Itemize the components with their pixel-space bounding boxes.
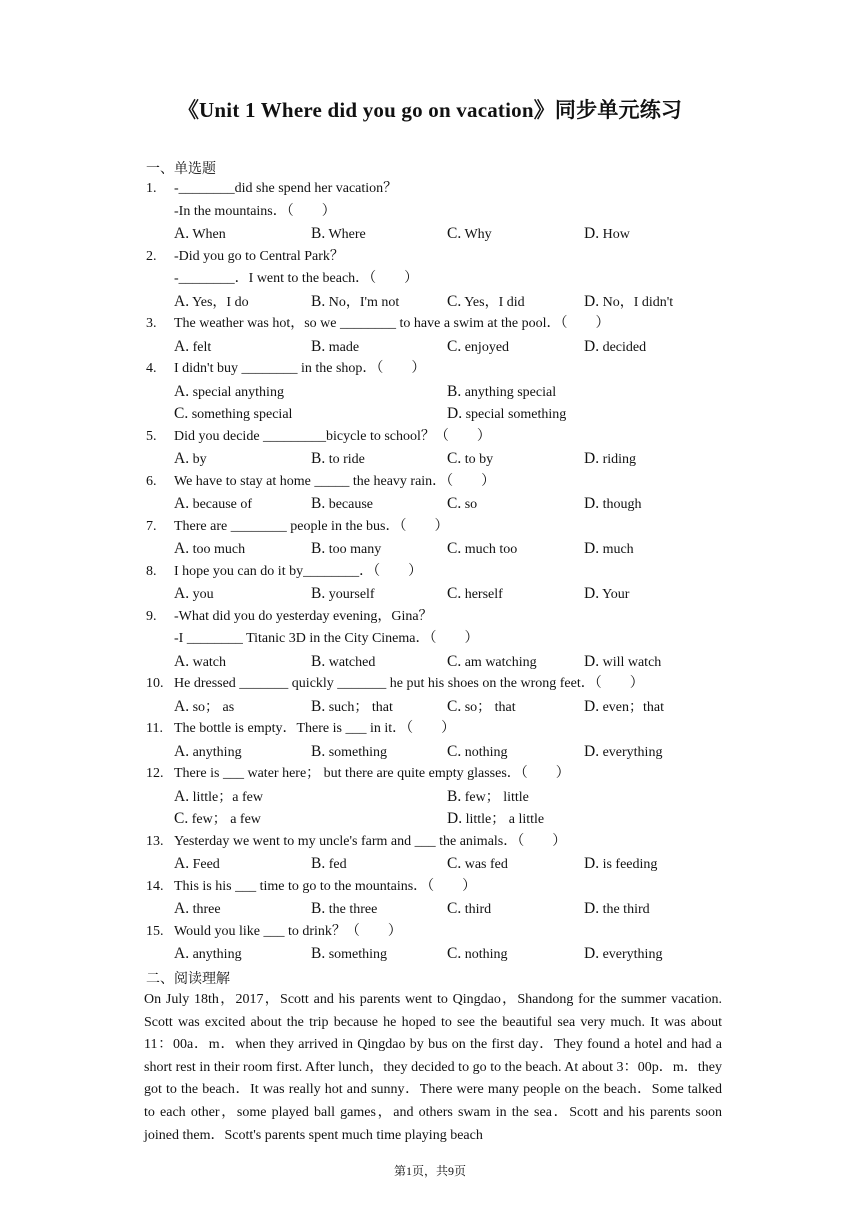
question-line xyxy=(0,606,860,629)
answer-option xyxy=(584,943,662,967)
option-text: to by xyxy=(464,452,494,467)
question-line xyxy=(0,471,860,494)
option-letter: B. xyxy=(311,945,326,962)
answer-option xyxy=(584,583,629,607)
option-text: am watching xyxy=(464,654,537,670)
answer-option xyxy=(447,223,492,247)
answer-option xyxy=(584,651,661,675)
option-text: few； a few xyxy=(191,812,261,827)
answer-option xyxy=(584,291,673,315)
answer-option xyxy=(311,493,373,517)
option-letter: C. xyxy=(447,855,462,872)
option-text: something special xyxy=(191,407,293,422)
answer-option xyxy=(584,223,630,247)
question-number: 5. xyxy=(146,428,157,444)
answer-option xyxy=(447,538,517,562)
option-text: special something xyxy=(465,407,567,422)
question-number: 8. xyxy=(146,563,157,579)
answer-option xyxy=(447,403,566,427)
option-text: herself xyxy=(464,587,503,602)
question-text: -I ________ Titanic 3D in the City Cinema．（ ） xyxy=(174,631,479,646)
question-text: Yesterday we went to my uncle's farm and ___ the animals．（ ） xyxy=(174,833,567,849)
question-text: -In the mountains．（ ） xyxy=(174,203,336,219)
option-letter: D. xyxy=(447,810,463,827)
option-letter: C. xyxy=(447,540,462,557)
question-line xyxy=(0,313,860,336)
question-item xyxy=(0,606,860,674)
question-number: 13. xyxy=(146,833,164,849)
option-text: too many xyxy=(328,542,382,557)
question-number: 12. xyxy=(146,766,164,781)
answer-option xyxy=(447,291,525,315)
option-text: you xyxy=(192,587,214,602)
option-text: nothing xyxy=(464,744,508,760)
option-text: No，I'm not xyxy=(328,294,400,310)
option-letter: D. xyxy=(584,225,600,242)
option-text: nothing xyxy=(464,947,508,962)
question-text: I didn't buy ________ in the shop．（ ） xyxy=(174,361,426,376)
option-text: so； that xyxy=(464,699,516,715)
answer-option xyxy=(174,381,284,405)
option-letter: C. xyxy=(447,495,462,512)
option-letter: B. xyxy=(311,337,326,355)
option-letter: D. xyxy=(584,495,600,512)
question-number: 9. xyxy=(146,608,157,624)
question-item xyxy=(0,876,860,921)
answer-option xyxy=(174,223,226,247)
question-text: This is his ___ time to go to the mountains．（ ） xyxy=(174,878,477,894)
question-text: -What did you do yesterday evening，Gina？ xyxy=(174,608,433,624)
question-item xyxy=(0,831,860,876)
option-text: Feed xyxy=(192,857,220,872)
option-letter: B. xyxy=(311,495,326,512)
option-letter: D. xyxy=(584,697,600,715)
option-text: because of xyxy=(192,497,253,512)
option-text: made xyxy=(328,339,360,355)
question-number: 15. xyxy=(146,923,164,939)
answer-option xyxy=(447,651,537,675)
question-item xyxy=(0,426,860,471)
option-letter: C. xyxy=(447,337,462,355)
answer-option xyxy=(447,493,477,517)
option-letter: A. xyxy=(174,900,190,917)
option-text: watch xyxy=(192,654,227,670)
question-number: 2. xyxy=(146,248,157,264)
option-text: the third xyxy=(602,902,650,917)
answer-option xyxy=(447,808,544,832)
option-text: enjoyed xyxy=(464,339,510,355)
question-text: -________did she spend her vacation？ xyxy=(174,181,398,196)
option-letter: A. xyxy=(174,652,190,670)
option-letter: B. xyxy=(311,585,326,602)
option-text: fed xyxy=(328,857,347,872)
option-letter: B. xyxy=(311,900,326,917)
option-letter: A. xyxy=(174,540,190,557)
question-line xyxy=(0,628,860,651)
question-line xyxy=(0,763,860,786)
option-text: decided xyxy=(602,339,647,355)
question-number: 11. xyxy=(146,721,163,736)
answer-option xyxy=(311,291,399,315)
option-text: No，I didn't xyxy=(602,294,674,310)
answer-option xyxy=(447,943,508,967)
option-letter: A. xyxy=(174,450,190,467)
question-text: The bottle is empty．There is ___ in it．（ ） xyxy=(174,721,456,736)
option-letter: D. xyxy=(447,405,463,422)
question-item xyxy=(0,313,860,358)
answer-option xyxy=(584,696,664,720)
option-text: Your xyxy=(602,587,630,602)
page-title: 《Unit 1 Where did you go on vacation》同步单元练习 xyxy=(177,98,683,122)
option-letter: C. xyxy=(447,652,462,670)
answer-option xyxy=(447,336,509,360)
option-text: Why xyxy=(464,227,492,242)
question-line xyxy=(0,426,860,449)
answer-option xyxy=(584,853,657,877)
question-item xyxy=(0,718,860,763)
answer-option xyxy=(584,741,662,765)
question-number: 14. xyxy=(146,878,164,894)
question-item xyxy=(0,763,860,831)
question-line xyxy=(0,876,860,899)
question-item xyxy=(0,471,860,516)
page-footer: 第1页，共9页 xyxy=(393,1164,466,1178)
options-row xyxy=(0,898,860,921)
option-letter: A. xyxy=(174,225,190,242)
options-row xyxy=(0,538,860,561)
option-letter: C. xyxy=(447,225,462,242)
option-letter: B. xyxy=(447,382,462,400)
option-letter: A. xyxy=(174,945,190,962)
answer-option xyxy=(174,448,207,472)
question-list xyxy=(0,178,860,966)
question-text: -________．I went to the beach．（ ） xyxy=(174,271,419,286)
option-text: little；a few xyxy=(192,789,263,805)
question-text: He dressed _______ quickly _______ he put his shoes on the wrong feet．（ ） xyxy=(174,676,644,691)
option-letter: C. xyxy=(447,697,462,715)
option-text: little； a little xyxy=(465,812,545,827)
answer-option xyxy=(174,786,263,810)
question-number: 1. xyxy=(146,181,157,196)
answer-option xyxy=(447,583,503,607)
options-row xyxy=(0,651,860,674)
answer-option xyxy=(447,381,556,405)
question-line xyxy=(0,921,860,944)
option-letter: B. xyxy=(311,540,326,557)
option-text: too much xyxy=(192,542,246,557)
option-letter: A. xyxy=(174,495,190,512)
option-letter: D. xyxy=(584,900,600,917)
option-text: anything special xyxy=(464,384,557,400)
options-row xyxy=(0,223,860,246)
question-line xyxy=(0,516,860,539)
option-text: anything xyxy=(192,947,242,962)
question-line xyxy=(0,178,860,201)
option-letter: A. xyxy=(174,697,190,715)
option-text: third xyxy=(464,902,492,917)
options-row xyxy=(0,741,860,764)
option-text: such； that xyxy=(328,699,393,715)
option-text: so； as xyxy=(192,699,235,715)
answer-option xyxy=(174,943,242,967)
reading-passage xyxy=(144,989,722,1147)
option-text: much too xyxy=(464,542,518,557)
answer-option xyxy=(447,853,508,877)
option-text: though xyxy=(602,497,642,512)
question-text: I hope you can do it by________．（ ） xyxy=(174,563,423,579)
option-letter: B. xyxy=(311,292,326,310)
option-letter: A. xyxy=(174,855,190,872)
answer-option xyxy=(584,538,634,562)
answer-option xyxy=(174,808,261,832)
option-text: Where xyxy=(328,227,366,242)
option-letter: A. xyxy=(174,742,190,760)
question-text: The weather was hot，so we ________ to have a swim at the pool．（ ） xyxy=(174,316,610,331)
question-text: Did you decide _________bicycle to school？（ ） xyxy=(174,428,491,444)
question-item xyxy=(0,246,860,314)
option-letter: B. xyxy=(311,450,326,467)
answer-option xyxy=(174,493,252,517)
answer-option xyxy=(174,336,211,360)
option-text: yourself xyxy=(328,587,375,602)
option-letter: D. xyxy=(584,855,600,872)
option-text: to ride xyxy=(328,452,365,467)
option-text: something xyxy=(328,947,388,962)
option-text: much xyxy=(602,542,634,557)
answer-option xyxy=(311,651,375,675)
option-text: Yes，I did xyxy=(464,294,525,310)
answer-option xyxy=(174,741,242,765)
option-text: so xyxy=(464,497,478,512)
options-row xyxy=(0,448,860,471)
option-letter: D. xyxy=(584,540,600,557)
answer-option xyxy=(584,336,646,360)
option-text: everything xyxy=(602,947,663,962)
options-row xyxy=(0,943,860,966)
option-letter: A. xyxy=(174,292,190,310)
passage-text: On July 18th，2017，Scott and his parents went to Qingdao，Shandong for the summer vacation. Scott was excited about the trip because he hoped to see the beautiful sea very much. It was about 11：00a．m．when they arrived in Qingdao by bus on the first day．They found a hotel and had a short rest in their room first. After lunch，they decided to go to the beach. At about 3：00p．m．they got to the beach．It was really hot and sunny．There were many people on the beach．Some talked to each other，some played ball games，and others swam in the sea．Scott and his parents soon joined them．Scott's parents spent much time playing beach xyxy=(144,992,722,1143)
option-letter: D. xyxy=(584,337,600,355)
answer-option xyxy=(584,898,650,922)
option-letter: C. xyxy=(447,450,462,467)
answer-option xyxy=(174,403,292,427)
answer-option xyxy=(174,583,214,607)
option-text: is feeding xyxy=(602,857,658,872)
option-letter: D. xyxy=(584,945,600,962)
option-letter: C. xyxy=(447,585,462,602)
question-number: 7. xyxy=(146,518,157,534)
question-text: Would you like ___ to drink？（ ） xyxy=(174,923,402,939)
question-item xyxy=(0,516,860,561)
option-letter: A. xyxy=(174,787,190,805)
question-item xyxy=(0,358,860,426)
option-letter: D. xyxy=(584,292,600,310)
answer-option xyxy=(174,538,245,562)
options-row xyxy=(0,493,860,516)
question-text: -Did you go to Central Park？ xyxy=(174,248,344,264)
option-text: Yes，I do xyxy=(192,294,249,310)
answer-option xyxy=(584,448,636,472)
option-text: anything xyxy=(192,744,242,760)
answer-option xyxy=(311,583,375,607)
option-letter: B. xyxy=(311,742,326,760)
answer-option xyxy=(174,291,249,315)
answer-option xyxy=(311,741,387,765)
option-letter: B. xyxy=(311,697,326,715)
option-letter: B. xyxy=(311,652,326,670)
options-row xyxy=(0,808,860,831)
answer-option xyxy=(174,898,221,922)
options-row xyxy=(0,403,860,426)
option-letter: A. xyxy=(174,337,190,355)
question-text: There are ________ people in the bus．（ ） xyxy=(174,518,449,534)
answer-option xyxy=(311,448,365,472)
answer-option xyxy=(447,898,491,922)
answer-option xyxy=(584,493,641,517)
option-letter: A. xyxy=(174,382,190,400)
option-letter: B. xyxy=(311,225,326,242)
options-row xyxy=(0,786,860,809)
options-row xyxy=(0,583,860,606)
question-line xyxy=(0,246,860,269)
question-number: 3. xyxy=(146,316,157,331)
section-heading-reading: 二、阅读理解 xyxy=(146,971,230,987)
question-item xyxy=(0,921,860,966)
options-row xyxy=(0,696,860,719)
option-letter: C. xyxy=(447,292,462,310)
option-letter: C. xyxy=(447,742,462,760)
answer-option xyxy=(174,696,234,720)
answer-option xyxy=(174,853,220,877)
option-letter: D. xyxy=(584,450,600,467)
answer-option xyxy=(311,898,377,922)
question-line xyxy=(0,673,860,696)
answer-option xyxy=(311,696,393,720)
option-letter: B. xyxy=(311,855,326,872)
option-text: because xyxy=(328,497,374,512)
answer-option xyxy=(447,786,529,810)
question-number: 4. xyxy=(146,361,157,376)
option-text: watched xyxy=(328,654,376,670)
question-line xyxy=(0,718,860,741)
question-line xyxy=(0,561,860,584)
option-text: everything xyxy=(602,744,663,760)
option-letter: C. xyxy=(174,405,189,422)
option-text: will watch xyxy=(602,654,662,670)
option-text: something xyxy=(328,744,388,760)
option-text: by xyxy=(192,452,207,467)
question-number: 6. xyxy=(146,473,157,489)
question-item xyxy=(0,178,860,246)
answer-option xyxy=(447,448,493,472)
option-letter: B. xyxy=(447,787,462,805)
options-row xyxy=(0,853,860,876)
option-letter: C. xyxy=(447,900,462,917)
question-line xyxy=(0,268,860,291)
answer-option xyxy=(311,538,381,562)
answer-option xyxy=(447,741,508,765)
answer-option xyxy=(447,696,516,720)
question-item xyxy=(0,673,860,718)
option-text: special anything xyxy=(192,384,284,400)
option-text: felt xyxy=(192,339,212,355)
answer-option xyxy=(311,223,366,247)
options-row xyxy=(0,336,860,359)
option-letter: C. xyxy=(447,945,462,962)
section-heading-single-choice: 一、单选题 xyxy=(146,161,216,177)
question-text: There is ___ water here； but there are quite empty glasses．（ ） xyxy=(174,766,570,781)
question-line xyxy=(0,831,860,854)
answer-option xyxy=(311,853,347,877)
option-text: the three xyxy=(328,902,378,917)
option-text: three xyxy=(192,902,221,917)
option-letter: D. xyxy=(584,742,600,760)
option-text: even；that xyxy=(602,699,664,715)
option-text: When xyxy=(192,227,226,242)
option-text: riding xyxy=(602,452,637,467)
question-number: 10. xyxy=(146,676,164,691)
option-letter: A. xyxy=(174,585,190,602)
option-text: How xyxy=(602,227,630,242)
question-item xyxy=(0,561,860,606)
options-row xyxy=(0,381,860,404)
option-letter: D. xyxy=(584,652,600,670)
option-text: was fed xyxy=(464,857,508,872)
answer-option xyxy=(311,943,387,967)
answer-option xyxy=(174,651,226,675)
question-text: We have to stay at home _____ the heavy rain．（ ） xyxy=(174,473,496,489)
option-text: few； little xyxy=(464,789,529,805)
question-line xyxy=(0,358,860,381)
option-letter: D. xyxy=(584,585,600,602)
answer-option xyxy=(311,336,359,360)
options-row xyxy=(0,291,860,314)
question-line xyxy=(0,201,860,224)
option-letter: C. xyxy=(174,810,189,827)
